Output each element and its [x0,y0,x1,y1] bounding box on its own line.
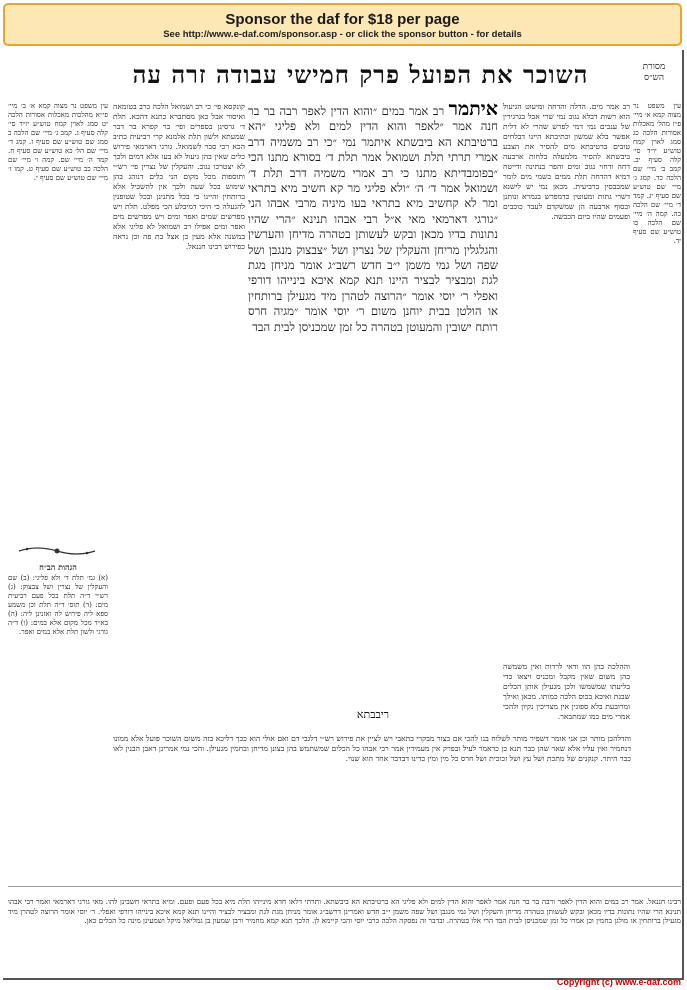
sponsor-title: Sponsor the daf for $18 per page [225,11,460,28]
tosafot-text: קונקסא פי׳ כי רב ושמואל הלכה כרב בטומאה ואיסור אבל כאן מסתברא כתנא דהכא. תלת ד׳ גרסינן בספרים ופי׳ בר קפרא בר דבר שמעתא ולשון תלת אלמנא קרי רביעית כתיב הכא רכי סבר לשמואל. גורגי דארמאי פירוש כלים שאין בהן גיעול לא בעו אלא דמים ולכך לא יצטרכו נגוב. והעקלין של נצרין פי׳ רש״י ותוספות מכל מקום הני כלים דנוהג בהן שימוש בכל שעה ולכך אין להשכיל אלא ברותחין והיינו כי בכל מתנינן ובכל שטופנין להגעלה כי היכי דמיבלע הכי מפלט. תלת ויש מפרשים שמים ואפר ומים ויש מפרשים מים ואפר ומים אפילו רב ושמואל לא פליגי אלא במשנה אלא מעין כן אצל בת פה וכן נראה כפירוש רבינו חננאל. [113,102,245,251]
sponsor-banner[interactable] [3,3,682,46]
sponsor-subtitle: See http://www.e-daf.com/sponsor.asp - or click the sponsor button - for details [163,29,522,40]
hagahot-notes [8,574,108,874]
rabbeinu-chananel-text: רבינו חננאל. אמר רב במים והוא הדין לאפר ורבה בר בר חנה אמר לאפר והוא הדין למים ולא פליגי הא ברטיבתא הא ביבשתא. ותרתי דלאו חדא מינייהו תלת מיא בכל פעם ופעם. ומיא בתראי חשבינן להו. מאי גורגי דארמאי ואמר רבי אבהו תנינא הרי שהיו נתונות בדיו מכאן ובקש לעשותן בטהרה מדיחן והעקלין ושל גמי מנגבן ושל שפה משמן י״ב חדש ואמרינן דרשב״ג אומר מניחן מגת לגת ומבציר לבציר והיינו תנא קמא איכא בינייהו דורפי ואפלי. ר׳ יוסי אומר הרוצה לטהרן מיד מגעילן ברותחין או מולגן בחמין וכן אמרו כל זמן שמכניסן לבית הבד הרי אלו בטהרה. ובדבר זה נפסקה הלכה כרבי יוסי והכי קיימא לן. הלכך תנא קמא מחמיר ורבן שמעון בן גמליאל מיקל ושמעינן מינה כל הכלים כאן. [8,897,681,926]
gemara-column [248,102,498,707]
rashi-commentary [503,102,630,662]
ein-mishpat-left-text: עין משפט נר מצוה קמא א׳ ב׳ מיי׳ פי״א מהלכות מאכלות אסורות הלכה יט סמג לאוין קמח טוש״ע יו״ד סי׳ קלה סעיף ג. קמב ג׳ מיי׳ שם הלכה כ סמג שם טוש״ע שם סעיף ז. קמג ד׳ מיי׳ שם הל׳ כא טוש״ע שם סעיף ח. קמד ה׳ מיי׳ שם. קמה ו׳ מיי׳ שם הלכה כב טוש״ע שם סעיף ט. קמו ז׳ מיי׳ שם טוש״ע שם סעיף י. [8,102,108,182]
lower-commentary-text: והדלהכן מותר וכן אני אומר דשפיר מותר לשלוח בנו להכי אם בצור מבקרי בתאבי ויש לציין את פירוש רש״י דלגבי דם ואם אולי הוא ככך דליכא בזה משום השוכר פועל אלא ממונו דנחמיר ואין עליו אלא שאר שהן כבר תנא כן כדאמר לעיל ובפרק אין מעמידין אמר רבי אבהו כל הכלים שמשתמש בהן בצונן מדיחן ובחמין מגעילן. והכי נמי אמרינן דאבן הבנין לאו כבר היתר. קנקנים של מתכת ושל עץ ושל זכוכית ושל חרס כל מין ומין כדינו דבדבר אחר הוא שנוי. [113,733,631,763]
rabbeinu-chananel [8,886,681,964]
talmud-page [3,50,684,980]
ein-mishpat-left [8,102,108,542]
ein-mishpat-right [633,102,681,882]
tosafot-commentary [113,102,245,702]
lower-commentary [113,726,631,876]
ein-mishpat-right-text: עין משפט נר מצוה קמא א׳ מיי׳ פ״ז מהל׳ מאכלות אסורות הלכה כג סמג לאוין קמח טוש״ע יו״ד סי׳ קלה סעיף יב. קמב ב׳ מיי׳ שם הלכה כד. קמג ג׳ מיי׳ שם טוש״ע שם סעיף יג. קמד ד׳ מיי׳ שם הלכה כה. קמה ה׳ מיי׳ שם הלכה כו טוש״ע שם סעיף יד. [633,102,681,245]
hagahot-text: (א) גמ׳ תלת ד׳ ולא פליגי: (ב) שם והעקלין של נצרין ושל צבצוק: (ג) רש״י ד״ה תלת בכל פעם רביעית מים: (ד) תוס׳ ד״ה תלת וכן משמע ספא ליה פירוש לה ואזנינן ליה: (ה) בא״ד מכל מקום אלא במים: (ו) ד״ה גורגי ולשון תלת אלא במים ואפר. [8,574,108,636]
rashi-lower-text: וההלכה בהן הוו ודאי לרדות ואין משמשה בהן משום שאין מקבל ומכניס ויצאו כדי בליעתו שמשמשו ולכן מגעילן אותן הכלים שבגת ואיכא בכוס הלכה כמותו. מכאן ואילך ומרובעת בלא ספוגין אין מצריכין נקיון ולהכי אמרי מים כמו שמתבאר. [503,662,630,721]
copyright-link[interactable]: Copyright (c) www.e-daf.com [556,977,681,987]
corner-label: מסורת הש״ס [642,62,666,83]
chapter-header: השוכר את הפועל פרק חמישי עבודה זרה עה [132,60,589,89]
ornament-divider-icon [17,544,97,558]
rashi-text: רב אמר מים. הדלה והדחה ומיעוט הגיעול הוא רשות דבלא נגוב נמי שרי אבל בגרגירין של ענבים נמי דמי לפרש שהרי לא דלית אפשר בלא שמשון וכתיבתא היינו דבלחים טובים ברטיבתא מים להסיר את הצבע ביבשתא להסיר מלמעלה בלחות ארבעה דחה ודחוי נגוב ומים והפר בנתינה ודייטה דמיא דהדחה תלת ממים בשמי מים לומר שמכבסין ברביעית. מכאן נמי יש לישנא דשרי גתות ומעוטין כדמפרש בגמרא ונותנן ובסוף ארבעה הן שמשקדם לעבד כוכבים ופעמים שהיו ביום הכבשה. [503,102,630,221]
gemara-text: רב אמר במים ״והוא הדין לאפר רבה בר בר חנה אמר ״לאפר והוא הדין למים ולא פליגי ״הא ברטיבתא הא ביבשתא איתמר נמי ״כי רב משמיה דרב אמרי תרתי תלת ושמואל אמר תלת ד׳ בסורא מתנו הכי ״בפומבדיתא מתנו כי רב אמרי משמיה דרב תלת ד׳ ושמואל אמר ד׳ ה׳ ״ולא פליגי מר קא חשיב מיא בתראי ומר לא קחשיב מיא בתראי בעו מיניה מרבי אבהו הני ״גורגי דארמאי מאי א״ל רבי אבהו תנינא ״הרי שהיו נתונות בדיו מכאן ובקש לעשותן בטהרה מדיחן והערשין והגלגלין מריחן והעקלין של נצרין ושל ״צבצוק מנגבן ושל שפה ושל גמי משמן י״ב חדש רשב״ג אומר מניחן מגת לגת ומבציר לבציר היינו תנא קמא איכא בינייהו דורפי ואפלי ר׳ יוסי אומר ״הרוצה לטהרן מיד מגעילן ברותחין או הולטן בבית יוחנן משום ר׳ יוסי אומר ״מגיה חרס רותח ישובין והמעוטן בטהרה כל זמן שמכניסן לבית הבד [248,104,498,334]
gemara-tail: ריבבתא [356,708,390,721]
gemara-paragraph [248,102,498,335]
gemara-opening-word: איתמר [448,102,498,120]
hagahot-title: הגהות הב״ח [39,562,77,572]
